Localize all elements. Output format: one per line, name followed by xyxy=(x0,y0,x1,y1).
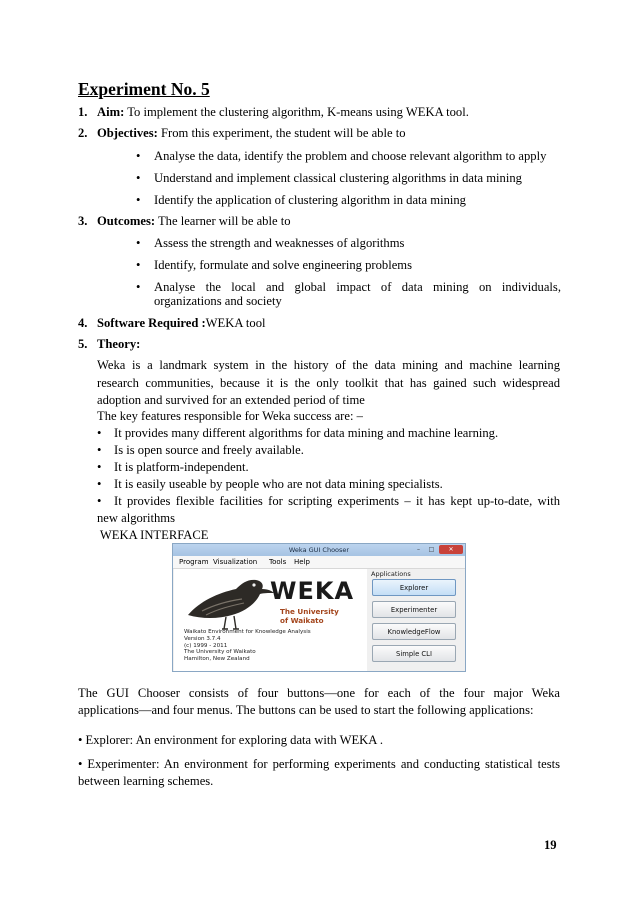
menu-program[interactable]: Program xyxy=(179,558,209,566)
menu-tools[interactable]: Tools xyxy=(269,558,287,566)
minimize-icon[interactable]: – xyxy=(417,546,420,553)
experimenter-button[interactable]: Experimenter xyxy=(372,601,456,618)
applications-label: Applications xyxy=(371,570,411,578)
applications-panel xyxy=(368,569,465,671)
software-number: 4. xyxy=(78,316,88,330)
theory-number: 5. xyxy=(78,337,88,351)
aim-text: To implement the clustering algorithm, K-means using WEKA tool. xyxy=(124,105,469,119)
simple-cli-button[interactable]: Simple CLI xyxy=(372,645,456,662)
aim-number: 1. xyxy=(78,105,88,119)
outcomes-line xyxy=(97,214,291,229)
page-number: 19 xyxy=(544,838,557,852)
document-page: Experiment No. 5 1. Aim: To implement the clustering algorithm, K-means using WEKA tool. 2. Objectives: From this experiment, the student will be able to Analyse the data, identify the problem and choose relevant algorithm to apply Understand and implement classical clustering algorithms in data mining Identify the application of clustering algorithm in data mining 3. Outcomes: The learner will be able to Assess the strength and weaknesses of algorithms Identify, formulate and solve engineering problems Analyse the local and global impact of data mining on individuals, organizations and society 4. Software Required :WEKA tool 5. Theory: Weka is a landmark system in the history of the data mining and machine learning research communities, because it is the only toolkit that has gained such widespread adoption and survived for an extended period of time The key features responsible for Weka success are: – • It provides many different algorithms for data mining and machine learning. • Is is open source and freely available. • It is platform-independent. • It is easily useable by people who are not data mining specialists. • It provides flexible facilities for scripting experiments – it has kept up-to-date, with new algorithms WEKA INTERFACE Weka GUI Chooser – □ ✕ Program Visualization Tools Help WEKA The University of Waikato Waikato Environment for Knowledge Analysis Version 3.7.4 (c) 1999 - 2011 The University of Waikato Hamilton, New Zealand Applications Explorer Experimenter KnowledgeFlow Simple CLI The GUI Chooser consists of four buttons—one for each of the four major Weka applications—and four menus. The buttons can be used to start the following applications: • Explorer: An environment for exploring data with WEKA . • Experimenter: An environment for performing experiments and conducting statistical tests between learning schemes. 19 xyxy=(78,79,561,852)
experimenter-description-continuation: between learning schemes. xyxy=(78,774,214,788)
theory-paragraph-line: Weka is a landmark system in the history of the data mining and machine learning xyxy=(97,358,560,372)
objectives-line xyxy=(97,126,406,141)
objectives-number: 2. xyxy=(78,126,88,140)
aim-label: Aim: xyxy=(97,105,125,119)
weka-logo-subtitle: The University of Waikato xyxy=(280,607,339,625)
software-text: WEKA tool xyxy=(205,316,266,330)
weka-logo: WEKA xyxy=(270,577,355,605)
experimenter-description: • Experimenter: An environment for performing experiments and conducting statistical tests xyxy=(78,757,560,771)
outcomes-number: 3. xyxy=(78,214,88,228)
interface-caption: WEKA INTERFACE xyxy=(97,528,209,542)
explorer-button[interactable]: Explorer xyxy=(372,579,456,596)
feature-item-continuation: new algorithms xyxy=(97,511,175,525)
weka-bird-icon xyxy=(182,571,276,631)
explorer-description: • Explorer: An environment for exploring data with WEKA . xyxy=(78,733,383,747)
outcomes-label: Outcomes: xyxy=(97,214,156,228)
gui-splash-panel xyxy=(174,569,367,671)
outcomes-text: The learner will be able to xyxy=(155,214,291,228)
weka-gui-screenshot xyxy=(172,543,466,672)
weka-version-info: Waikato Environment for Knowledge Analysis Version 3.7.4 (c) 1999 - 2011 The University of Waikato Hamilton, New Zealand xyxy=(184,629,311,663)
menu-help[interactable]: Help xyxy=(294,558,310,566)
objectives-text: From this experiment, the student will be able to xyxy=(157,126,406,140)
gui-title: Weka GUI Chooser xyxy=(173,544,465,556)
closing-paragraph-line: applications—and four menus. The buttons can be used to start the following applications: xyxy=(78,703,534,717)
theory-paragraph-line: research communities, because it is the only toolkit that has gained such widespread xyxy=(97,376,560,390)
page-title: Experiment No. 5 xyxy=(78,79,210,99)
aim-line xyxy=(97,105,469,120)
software-line xyxy=(97,316,266,331)
menu-visualization[interactable]: Visualization xyxy=(213,558,258,566)
maximize-icon[interactable]: □ xyxy=(428,546,435,553)
close-icon[interactable]: ✕ xyxy=(439,545,463,554)
theory-label: Theory: xyxy=(97,337,141,351)
closing-paragraph-line: The GUI Chooser consists of four buttons—one for each of the four major Weka xyxy=(78,686,560,700)
outcome-item-continuation: organizations and society xyxy=(154,294,282,308)
theory-paragraph-line: adoption and survived for an extended period of time xyxy=(97,393,365,407)
software-label: Software Required : xyxy=(97,316,206,330)
knowledgeflow-button[interactable]: KnowledgeFlow xyxy=(372,623,456,640)
objectives-label: Objectives: xyxy=(97,126,158,140)
gui-menubar xyxy=(173,556,465,569)
key-features-intro: The key features responsible for Weka success are: – xyxy=(97,409,363,423)
